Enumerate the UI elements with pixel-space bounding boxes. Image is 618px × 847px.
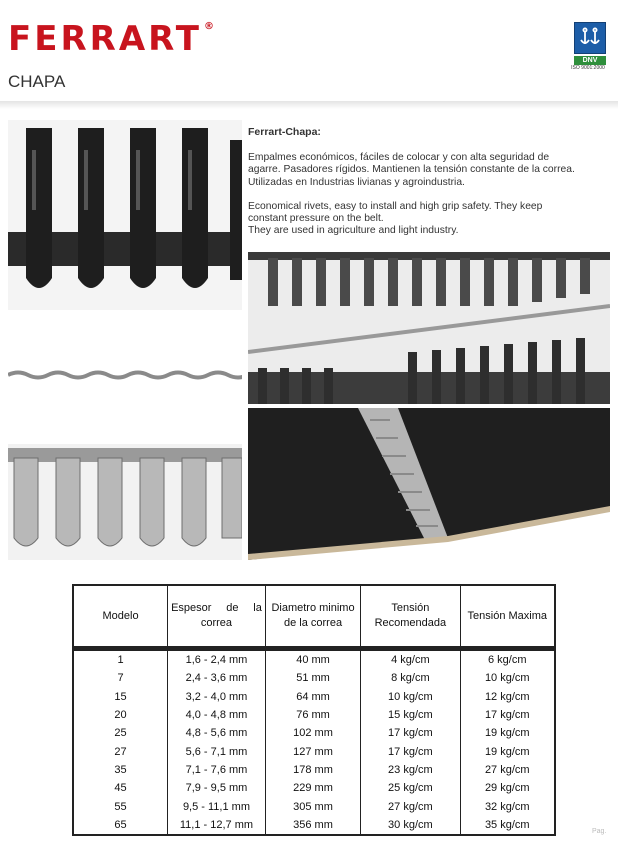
description-line: Economical rivets, easy to install and high grip safety. They keep [248, 200, 543, 212]
cell-tension-maxima: 17 kg/cm [460, 706, 555, 724]
brand-name: FERRART [8, 19, 202, 59]
cell-espesor: 4,8 - 5,6 mm [168, 724, 266, 742]
cell-diametro: 102 mm [265, 724, 360, 742]
photo-hinge-pin [8, 366, 242, 384]
cell-espesor: 5,6 - 7,1 mm [168, 742, 266, 760]
table-row [73, 669, 555, 687]
table-row [73, 688, 555, 706]
cell-espesor: 4,0 - 4,8 mm [168, 706, 266, 724]
header-tension-maxima: Tensión Maxima [460, 585, 555, 649]
table-row [73, 761, 555, 779]
cell-tension-recomendada: 10 kg/cm [361, 688, 460, 706]
cell-diametro: 40 mm [265, 649, 360, 670]
cell-diametro: 178 mm [265, 761, 360, 779]
brand-registered-mark: ® [203, 21, 214, 32]
photo-steel-plates [8, 444, 242, 560]
certification-badge [571, 22, 606, 71]
cell-modelo: 20 [73, 706, 168, 724]
header-diametro-line: Diametro minimo [271, 602, 355, 614]
anchor-certification-icon [574, 22, 606, 54]
cell-modelo: 45 [73, 779, 168, 797]
table-row [73, 706, 555, 724]
cell-espesor: 7,1 - 7,6 mm [168, 761, 266, 779]
cell-espesor: 2,4 - 3,6 mm [168, 669, 266, 687]
description-spanish [248, 152, 608, 189]
cell-diametro: 51 mm [265, 669, 360, 687]
header-tension-recomendada [361, 585, 460, 649]
cell-tension-maxima: 19 kg/cm [460, 742, 555, 760]
table-row [73, 779, 555, 797]
cell-espesor: 3,2 - 4,0 mm [168, 688, 266, 706]
cell-tension-recomendada: 27 kg/cm [361, 797, 460, 815]
cell-tension-recomendada: 30 kg/cm [361, 816, 460, 835]
cell-modelo: 65 [73, 816, 168, 835]
cell-espesor: 7,9 - 9,5 mm [168, 779, 266, 797]
cell-tension-recomendada: 15 kg/cm [361, 706, 460, 724]
cell-tension-recomendada: 8 kg/cm [361, 669, 460, 687]
cell-diametro: 356 mm [265, 816, 360, 835]
cell-modelo: 7 [73, 669, 168, 687]
cell-tension-maxima: 6 kg/cm [460, 649, 555, 670]
cell-tension-recomendada: 17 kg/cm [361, 724, 460, 742]
table-header-row [73, 585, 555, 649]
table-row [73, 742, 555, 760]
cell-diametro: 229 mm [265, 779, 360, 797]
cell-diametro: 127 mm [265, 742, 360, 760]
brand-logo [8, 19, 214, 59]
iso-label: ISO 9001:2000 [571, 65, 605, 71]
header-espesor-word: Espesor [171, 602, 212, 614]
cell-modelo: 55 [73, 797, 168, 815]
photo-fastener-closeup [8, 120, 242, 310]
header-espesor [168, 585, 266, 649]
table-row [73, 797, 555, 815]
cell-tension-maxima: 27 kg/cm [460, 761, 555, 779]
cell-espesor: 9,5 - 11,1 mm [168, 797, 266, 815]
header-espesor-word: la [253, 602, 262, 614]
cell-tension-recomendada: 4 kg/cm [361, 649, 460, 670]
header-modelo: Modelo [73, 585, 168, 649]
page-title: CHAPA [8, 72, 66, 91]
header-divider [0, 101, 618, 109]
cell-modelo: 35 [73, 761, 168, 779]
cell-espesor: 1,6 - 2,4 mm [168, 649, 266, 670]
product-description [248, 126, 608, 249]
description-line: Utilizadas en Industrias livianas y agroindustria. [248, 176, 465, 188]
cell-modelo: 15 [73, 688, 168, 706]
cell-tension-maxima: 10 kg/cm [460, 669, 555, 687]
cell-modelo: 27 [73, 742, 168, 760]
cell-modelo: 1 [73, 649, 168, 670]
cell-espesor: 11,1 - 12,7 mm [168, 816, 266, 835]
description-line: agarre. Pasadores rígidos. Mantienen la tensión constante de la correa. [248, 164, 575, 176]
table-row [73, 816, 555, 835]
header-diametro [265, 585, 360, 649]
photo-installed-belt [248, 408, 610, 560]
description-line: Empalmes económicos, fáciles de colocar y con alta seguridad de [248, 152, 550, 164]
cell-tension-maxima: 29 kg/cm [460, 779, 555, 797]
header-espesor-word: correa [200, 617, 233, 629]
cell-tension-recomendada: 25 kg/cm [361, 779, 460, 797]
header-tension-line: Tensión [391, 602, 430, 614]
dnv-label: DNV [574, 56, 606, 65]
cell-tension-recomendada: 23 kg/cm [361, 761, 460, 779]
cell-tension-maxima: 12 kg/cm [460, 688, 555, 706]
cell-modelo: 25 [73, 724, 168, 742]
page-label: Pag. [592, 828, 607, 835]
table-row [73, 649, 555, 670]
cell-diametro: 64 mm [265, 688, 360, 706]
photo-belt-joint-rows [248, 252, 610, 404]
description-heading: Ferrart-Chapa: [248, 126, 321, 138]
cell-diametro: 76 mm [265, 706, 360, 724]
cell-diametro: 305 mm [265, 797, 360, 815]
cell-tension-maxima: 35 kg/cm [460, 816, 555, 835]
cell-tension-maxima: 19 kg/cm [460, 724, 555, 742]
cell-tension-recomendada: 17 kg/cm [361, 742, 460, 760]
header-espesor-word: de [226, 602, 239, 614]
cell-tension-maxima: 32 kg/cm [460, 797, 555, 815]
table-row [73, 724, 555, 742]
header-tension-line: Recomendada [374, 617, 447, 629]
header-diametro-line: de la correa [283, 617, 343, 629]
specifications-table [72, 584, 556, 836]
description-english [248, 201, 608, 238]
description-line: They are used in agriculture and light industry. [248, 225, 459, 237]
description-line: constant pressure on the belt. [248, 213, 384, 225]
